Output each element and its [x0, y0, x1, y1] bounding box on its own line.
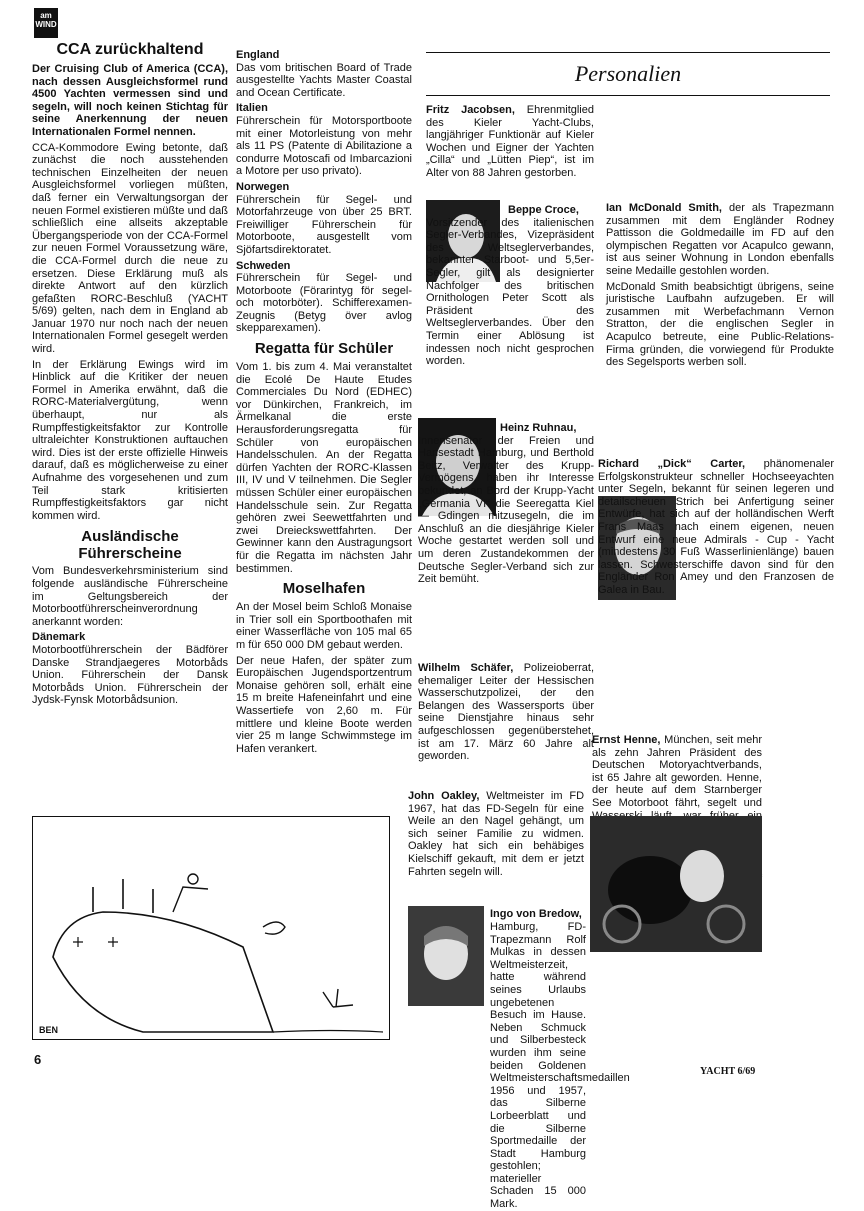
- italien-text: Führerschein für Motorsportboote mit einer Motorleistung von mehr als 11 PS (Patente di Abilitazione a condurre Motoscafi od Imbarcazioni a Motore per uso privato).: [236, 114, 412, 178]
- norwegen-text: Führerschein für Segel- und Motorfahrzeuge von über 25 BRT. Freiwilliger Führerschein für Motorboote, ausgestellt vom Sjöfartsdirektoratet.: [236, 193, 412, 256]
- smith-text-2: McDonald Smith beabsichtigt übrigens, seine juristische Laufbahn aufzugeben. Er will zusammen mit Werbefachmann Vernon Stratton, der die englischen Segler in Acapulco betreute, eine Public-Relations-Firma gründen, die vorwiegend für Produkte des Segelsports werben soll.: [606, 280, 834, 369]
- headline-regatta: Regatta für Schüler: [254, 340, 394, 358]
- bredow-text-block: [490, 921, 630, 1211]
- entry-schaefer: [418, 662, 594, 763]
- entry-ruhnau: [418, 422, 594, 586]
- oakley-name: John Oakley,: [408, 790, 480, 802]
- personalien-heading: Personalien: [426, 52, 830, 96]
- bredow-name: Ingo von Bredow,: [490, 908, 582, 920]
- england-text: Das vom britischen Board of Trade ausgestellte Yachts Master Coastal and Ocean Certificate.: [236, 61, 412, 99]
- fuehrerscheine-intro: Vom Bundesverkehrsministerium sind folgende ausländische Führerscheine im Geltungsbereich der Motorbootführerscheinverordnung anerkannt worden:: [32, 565, 228, 628]
- entry-croce: [426, 204, 594, 368]
- cca-lead: Der Cruising Club of America (CCA), nach dessen Ausgleichsformel rund 4500 Yachten vermessen sind und segeln, will noch keinen Stichtag für seine Anerkennung der neuen Internationalen Formel nennen.: [32, 63, 228, 138]
- headline-fuehrerscheine: Ausländische Führerscheine: [78, 528, 182, 563]
- schaefer-text: Polizeioberrat, ehemaliger Leiter der Hessischen Wasserschutzpolizei, der den Belangen des Wassersports über seine Dienstjahre hinaus sehr aufgeschlossen gegenüberstehet, ist am 17. März 60 Jahre alt geworden.: [418, 662, 595, 763]
- subhead-england: England: [236, 49, 280, 61]
- croce-name: Beppe Croce,: [508, 204, 579, 216]
- cca-paragraph-1: CCA-Kommodore Ewing betonte, daß zunächst die noch ausstehenden technischen Einzelheiten der neuen Ausgleichsformel vorliegen müßten, daß ferner ein Verwaltungsorgan der neuen Formel existieren müßte und daß schließlich eine allseits akzeptable Übergangsperiode von der CCA-Formel zur neuen Formel Voraussetzung wäre, die CCA-Formel durch die neue zu ersetzen. Diese Erklärung muß als direkte Antwort auf den kürzlich gefaßten RORC-Beschluß (YACHT 5/69) gelten, nach dem in England ab Januar 1970 nur noch nach der neuen Internationalen Formel gesegelt werden wird.: [32, 141, 228, 356]
- bredow-text: Hamburg, FD-Trapezmann Rolf Mulkas in dessen Weltmeisterzeit, hatte während seines Urlaubs ungebetenen Besuch im Hause. Neben Schmuck und Silberbesteck wurden ihm seine beiden Goldenen Weltmeisterschaftsmedaillen 1956 und 1957, das Silberne Lorbeerblatt und die Silberne Sportmedaille der Stadt Hamburg gestohlen; materieller Schaden 15 000 Mark.: [490, 921, 630, 1211]
- henne-text: München, seit mehr als zehn Jahren Präsident des Deutschen Motoryachtverbands, ist 65 Jahre alt geworden. Henne, der heute auf dem Starnberger See Motorboot fährt, segelt und: [592, 734, 762, 809]
- smith-text-1: der als Trapezmann zusammen mit dem Engländer Rodney Pattisson die Goldmedaille im FD auf den olympischen Regatten vor Acapulco gewann, ist aus seiner Wohnung in London ebenfalls seine Medaille gestohlen worden.: [606, 202, 834, 277]
- page-number: 6: [34, 1052, 42, 1067]
- smith-name: Ian McDonald Smith,: [606, 202, 722, 214]
- photo-henne-motorrad: [590, 816, 762, 952]
- subhead-italien: Italien: [236, 102, 268, 115]
- column-2: [236, 47, 412, 758]
- headline-moselhafen: Moselhafen: [282, 580, 366, 598]
- photo-bredow: [408, 906, 484, 1006]
- oakley-text: Weltmeister im FD 1967, hat das FD-Segeln für eine Weile an den Nagel gehängt, um sich seiner Familie zu widmen. Oakley hat sich ein behäbiges Kielschiff gekauft, mit dem er jetzt Fahrten segeln will.: [408, 790, 585, 878]
- column-1: [32, 40, 228, 710]
- subhead-norwegen: Norwegen: [236, 180, 290, 193]
- entry-carter: [598, 458, 834, 597]
- jacobsen-text: Ehrenmitglied des Kieler Yacht-Clubs, langjähriger Funktionär auf Kieler Wochen und Eigner der Yachten „Cilla“ und „Lütten Piep“, ist im Alter von 88 Jahren gestorben.: [426, 104, 594, 179]
- cca-paragraph-2: In der Erklärung Ewings wird im Hinblick auf die Kritiker der neuen Formel in Amerika erwähnt, daß die RORC-Materialvergütung, wenn überhaupt, nur als Rumpffestigkeitsfaktor zur Kontrolle ultraleichter Konstruktionen auftauchen wird. Dies ist der erste offizielle Hinweis darauf, daß es möglicherweise zu einer Aufnahme des vorgesehenen und zum Teil stark kritisierten Rumpffestigkeitsfaktors gar nicht kommen wird.: [32, 358, 228, 522]
- cartoon-ship: [32, 816, 390, 1040]
- cartoon-signature: BEN: [39, 1025, 59, 1035]
- ruhnau-name: Heinz Ruhnau,: [500, 422, 577, 434]
- headline-cca: CCA zurückhaltend: [56, 41, 204, 58]
- carter-name: Richard „Dick“ Carter,: [598, 458, 746, 470]
- cartoon-drawing: [33, 817, 388, 1038]
- jacobsen-name: Fritz Jacobsen,: [426, 104, 515, 116]
- entry-bredow: [408, 908, 586, 921]
- entry-oakley: [408, 790, 584, 878]
- ruhnau-text: Innensenator der Freien und Hansestadt Hamburg, und Berthold Beitz, Verwalter des Krupp-Vermögens, haben ihr Interesse bekundet, an Bord der Krupp-Yacht „Germania VI“ die Seeregatta Kiel — Gdingen mitzusegeln, die im Anschluß an die diesjährige Kieler Woche gestartet werden soll und um deren Zustandekommen der Deutsche Segler-Verband sich zur Zeit bemüht.: [418, 434, 594, 586]
- logo-line2: WIND: [35, 20, 57, 29]
- daenemark-text: Motorbootführerschein der Bädförer Danske Strandjaegeres Motorbåds Union. Führerschein der Dansk Motorbåds Union. Führerschein der Jydsk-Fynsk Motorbådsunion.: [32, 643, 228, 707]
- regatta-text: Vom 1. bis zum 4. Mai veranstaltet die Ecolé De Haute Etudes Commerciales Du Nord (EDHEC) vor Dünkirchen, Frankreich, im Ärmelkanal die erste Herausforderungsregatta für Schüler von europäischen Handelsschulen. An der Regatta dürfen Yachten der RORC-Klassen III, IV und V teilnehmen. Die Segler müssen Schüler einer europäischen Handelsschule sein. Zur Regatta gehören zwei Seewettfahrten und zwei Dreieckswettfahrten. Der Gewinner kann den Austragungsort für die Regatta im nächsten Jahr bestimmen.: [236, 361, 412, 575]
- subhead-schweden: Schweden: [236, 259, 291, 272]
- subhead-daenemark: Dänemark: [32, 631, 86, 644]
- croce-text: Vorsitzender des italienischen Segler-Verbandes, Vizepräsident des Weltseglerverbandes, bekannter Starboot- und 5,5er-Segler, gilt als designierter Nachfolger des britischen Ornithologen Peter Scott als Präsident des Weltseglerverbandes. Über den Termin einer Ablösung ist indessen noch nicht gesprochen worden.: [426, 216, 594, 368]
- mosel-text-2: Der neue Hafen, der später zum Europäischen Jugendsportzentrum Monaise gehören soll, erhält eine 15 m breite Hafeneinfahrt und eine Wassertiefe von 2,60 m. Für mittlere und kleine Boote werden vier 25 m lange Schwimmstege im Hafen verankert.: [236, 654, 412, 755]
- henne-name: Ernst Henne,: [592, 734, 661, 746]
- logo-line1: am: [40, 11, 52, 20]
- mosel-text-1: An der Mosel beim Schloß Monaise in Trier soll ein Sportboothafen mit einer Wasserfläche von 105 mal 65 m für 650 000 DM gebaut werden.: [236, 601, 412, 651]
- magazine-issue: YACHT 6/69: [700, 1066, 756, 1077]
- schaefer-name: Wilhelm Schäfer,: [418, 662, 514, 674]
- entry-jacobsen: [426, 104, 594, 180]
- entry-smith: [606, 202, 834, 369]
- am-wind-logo: [34, 8, 58, 38]
- carter-text: phänomenaler Erfolgskonstrukteur schneller Hochseeyachten unter Segeln, bekannt für seinen legeren und detailscheuen Strich bei Anfertigung seiner Entwürfe, hat sich auf der holländischen Werft Frans Maas nach einem eigenen, neuen Entwurf eine neue Admirals - Cup - Yacht (mindestens 30 Fuß Wasserlinienlänge) bauen lassen. Schwesterschiffe davon sind für den Engländer Ron Amey und den Franzosen de Galea in Bau.: [598, 458, 835, 596]
- schweden-text: Führerschein für Segel- und Motorboote (Förarintyg för segel- och motorböter). Schifferexamen-Zeugnis (Betyg över avlog skepparexamen).: [236, 272, 412, 335]
